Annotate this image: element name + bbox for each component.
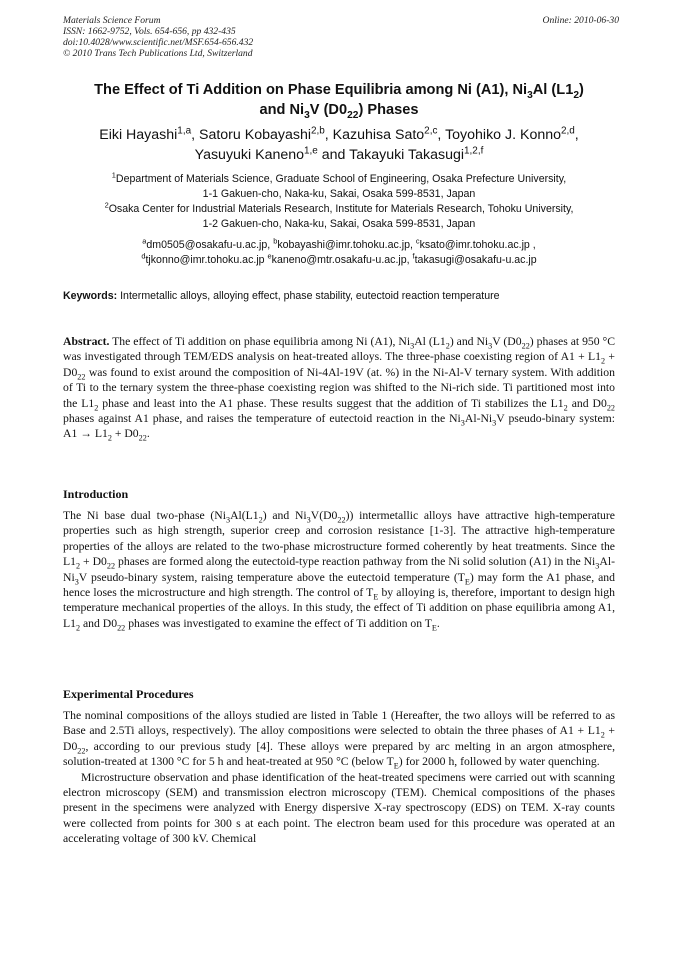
author: Eiki Hayashi$^{1,a}$, — [99, 125, 199, 143]
introduction-text: The Ni base dual two-phase ($Ni_3Al(L1_2)$ and $Ni_3V(D0_{22})$) intermetallic alloys have attractive high-temperature properties such as high strength, superior creep and corrosion resistance [1-3]. The attractive high-temperature properties of the alloys are related to the two-phase microstructure formed coherently by heat treatments. Since the $L1_2 + D0_{22}$ phases are formed along the eutectoid-type reaction pathway from the Ni solid solution (A1) in the $Ni_3Al-Ni_3V$ pseudo-binary system, raising temperature above the eutectoid temperature $(T_E)$ may form the A1 phase, and hence loses the microstructure and high strength. The control of $T_E$ by alloying is, therefore, important to design high temperature mechanical properties of the alloys. In this study, the effect of Ti addition on phase equilibria among A1, $L1_2$ and $D0_{22}$ phases was investigated to examine the effect of Ti addition on $T_E$. — [63, 509, 615, 633]
author-list — [40, 125, 638, 165]
author: Yasuyuki Kaneno$^{1,e}$ and — [194, 145, 350, 163]
affiliation-1: $^1$Department of Materials Science, Graduate School of Engineering, Osaka Prefecture University, 1-1 Gakuen-cho, Naka-ku, Sakai, Osaka 599-8531, Japan — [111, 170, 567, 200]
email[interactable]: $^f$takasugi@osakafu-u.ac.jp — [412, 251, 537, 266]
introduction-heading: Introduction — [63, 487, 129, 501]
journal-issn: ISSN: 1662-9752, Vols. 654-656, pp 432-435 — [63, 26, 236, 37]
affiliations — [40, 172, 638, 232]
author: Toyohiko J. Konno$^{2,d}$, — [445, 125, 579, 143]
experimental-text — [63, 708, 615, 847]
journal-doi: doi:10.4028/www.scientific.net/MSF.654-656.432 — [63, 37, 254, 48]
affiliation-2: $^2$Osaka Center for Industrial Materials Research, Institute for Materials Research, Tohoku University, 1-2 Gakuen-cho, Naka-ku, Sakai, Osaka 599-8531, Japan — [104, 200, 574, 230]
journal-copyright: © 2010 Trans Tech Publications Ltd, Switzerland — [63, 48, 253, 59]
experimental-paragraph-1: The nominal compositions of the alloys studied are listed in Table 1 (Hereafter, the two alloys will be referred to as Base and 2.5Ti alloys, respectively). The alloy compositions were selected to obtain the three phases of $A1 + L1_2 + D0_{22}$, according to our previous study [4]. These alloys were prepared by arc melting in an argon atmosphere, solution-treated at 1300 °C for 5 h and heat-treated at 950 °C (below $T_E$) for 2000 h, followed by water quenching. — [63, 709, 616, 771]
keywords-text: Intermetallic alloys, alloying effect, phase stability, eutectoid reaction temperature — [117, 290, 500, 302]
abstract: Abstract. The effect of Ti addition on phase equilibria among Ni (A1), $Ni_3Al$ $(L1_2)$ and $Ni_3V$ $(D0_{22})$ phases at 950 °C was investigated through TEM/EDS analysis on heat-treated alloys. The three-phase coexisting region of $A1 + L1_2 + D0_{22}$ was found to exist around the composition of Ni-4Al-19V (at. %) in the Ni-Al-V ternary system. With addition of Ti to the ternary system the three-phase coexisting region was shifted to the Ni-rich side. Ti partitioned most into the $L1_2$ phase and least into the A1 phase. These results suggest that the addition of Ti stabilizes the $L1_2$ and $D0_{22}$ phases against A1 phase, and raises the temperature of eutectoid reaction in the $Ni_3Al-Ni_3V$ pseudo-binary system: $A1 \to L1_2 + D0_{22}$. — [63, 335, 616, 443]
experimental-paragraph-2: Microstructure observation and phase identification of the heat-treated specimens were carried out with scanning electron microscopy (SEM) and transmission electron microscopy (TEM). Chemical compositions of the phases present in the specimens were analyzed with Energy dispersive X-ray spectroscopy (EDS) on TEM. X-ray counts were collected from points for 300 s at each point. The electron beam used for this procedure was operated at an accelerating voltage of 300 kV. Chemical — [63, 770, 615, 846]
email-list — [40, 238, 638, 268]
journal-name: Materials Science Forum — [63, 15, 161, 26]
keywords-label: Keywords: — [63, 290, 118, 302]
email[interactable]: $^a$dm0505@osakafu-u.ac.jp, — [142, 236, 274, 251]
online-date: Online: 2010-06-30 — [542, 15, 619, 26]
author: Takayuki Takasugi$^{1,2,f}$ — [349, 145, 484, 163]
email[interactable]: $^e$kaneno@mtr.osakafu-u.ac.jp, — [267, 251, 413, 266]
journal-header — [63, 15, 619, 59]
author: Kazuhisa Sato$^{2,c}$, — [332, 125, 446, 143]
email[interactable]: $^c$ksato@imr.tohoku.ac.jp , — [415, 236, 536, 251]
experimental-heading: Experimental Procedures — [63, 687, 194, 701]
paper-title: The Effect of Ti Addition on Phase Equilibria among Ni (A1), $Ni_3Al$ $(L1_2)$ and $Ni_3V$ $(D0_{22})$ Phases — [94, 82, 584, 121]
keywords — [63, 289, 623, 303]
author: Satoru Kobayashi$^{2,b}$, — [198, 125, 333, 143]
email[interactable]: $^b$kobayashi@imr.tohoku.ac.jp, — [273, 236, 416, 251]
email[interactable]: $^d$tjkonno@imr.tohoku.ac.jp — [141, 251, 268, 266]
